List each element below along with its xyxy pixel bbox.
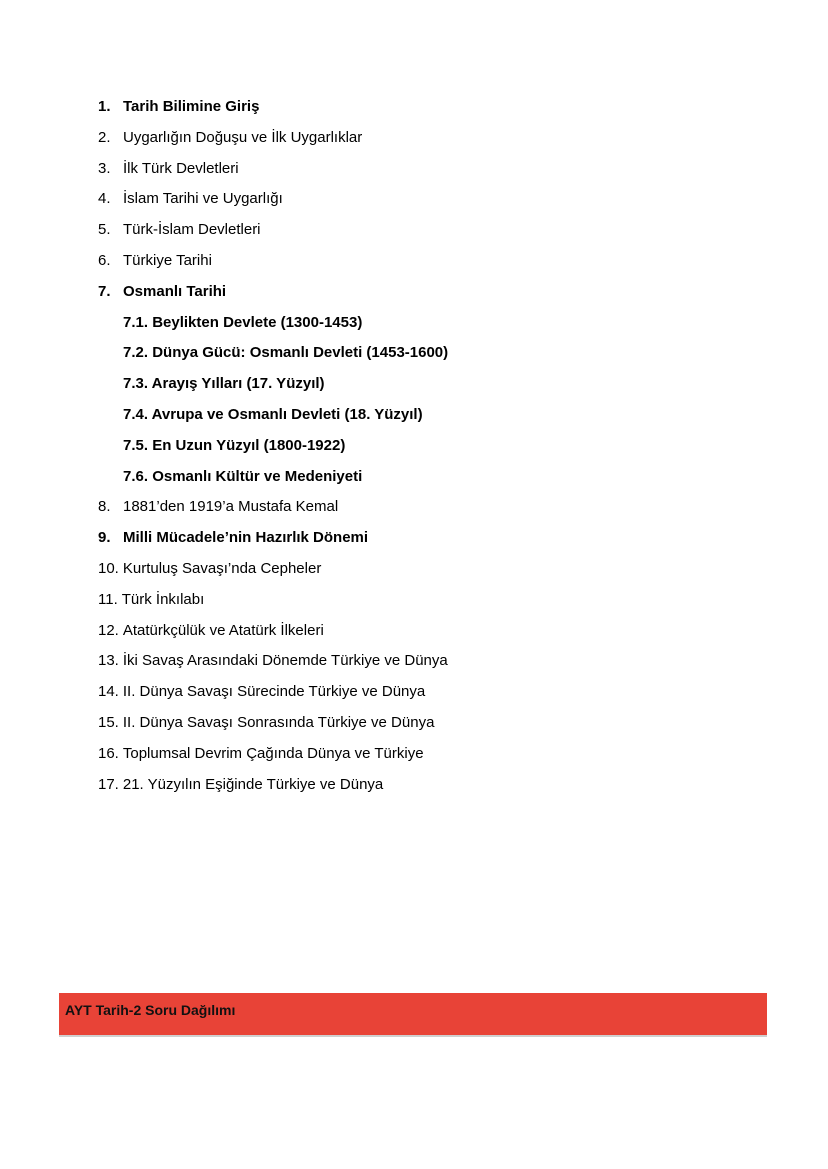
sub-list-item [98, 308, 758, 339]
list-item [98, 523, 758, 554]
sub-list-item [98, 369, 758, 400]
list-item [98, 184, 758, 215]
item-title: Türkiye Tarihi [123, 251, 212, 269]
item-number: 13. [98, 652, 119, 670]
list-item [98, 739, 758, 770]
item-title: Avrupa ve Osmanlı Devleti (18. Yüzyıl) [151, 405, 423, 423]
item-number: 14. [98, 683, 119, 701]
item-title: Atatürkçülük ve Atatürk İlkeleri [122, 621, 324, 639]
item-number: 7.3. [123, 375, 149, 393]
item-number: 7.2. [123, 344, 149, 362]
item-number: 2. [98, 128, 111, 146]
item-number: 8. [98, 498, 111, 516]
list-item [98, 277, 758, 308]
item-number: 7.4. [123, 405, 149, 423]
list-item [98, 677, 758, 708]
item-number: 10. [98, 559, 119, 577]
item-number: 9. [98, 529, 111, 547]
list-item [98, 246, 758, 277]
topic-list [98, 92, 758, 800]
list-item [98, 492, 758, 523]
sub-list-item [98, 400, 758, 431]
section-title: AYT Tarih-2 Soru Dağılımı [65, 1002, 236, 1018]
item-title: En Uzun Yüzyıl (1800-1922) [152, 436, 346, 454]
item-number: 5. [98, 221, 111, 239]
list-item [98, 708, 758, 739]
list-item [98, 123, 758, 154]
item-number: 7.1. [123, 313, 149, 331]
item-number: 11. [98, 590, 118, 608]
item-title: II. Dünya Savaşı Sonrasında Türkiye ve Dünya [122, 713, 435, 731]
item-number: 7. [98, 282, 111, 300]
sub-list-item [98, 338, 758, 369]
list-item [98, 554, 758, 585]
item-title: Osmanlı Kültür ve Medeniyeti [152, 467, 363, 485]
item-title: Tarih Bilimine Giriş [123, 98, 260, 115]
item-title: Dünya Gücü: Osmanlı Devleti (1453-1600) [152, 344, 449, 362]
item-title: Arayış Yılları (17. Yüzyıl) [151, 375, 325, 393]
item-number: 4. [98, 190, 111, 208]
item-title: Osmanlı Tarihi [123, 282, 227, 300]
list-item [98, 616, 758, 647]
item-number: 3. [98, 159, 111, 177]
item-title: Milli Mücadele’nin Hazırlık Dönemi [123, 529, 369, 547]
list-item [98, 646, 758, 677]
list-item [98, 92, 758, 123]
item-title: Türk İnkılabı [121, 590, 205, 608]
item-title: Beylikten Devlete (1300-1453) [152, 313, 363, 331]
item-number: 6. [98, 251, 111, 269]
item-number: 15. [98, 713, 119, 731]
list-item [98, 215, 758, 246]
list-item [98, 585, 758, 616]
item-title: Türk-İslam Devletleri [123, 221, 261, 239]
list-item [98, 770, 758, 801]
section-banner [59, 993, 767, 1037]
item-title: İlk Türk Devletleri [123, 159, 239, 177]
item-title: II. Dünya Savaşı Sürecinde Türkiye ve Dünya [122, 683, 426, 701]
list-item [98, 154, 758, 185]
item-number: 16. [98, 744, 119, 762]
item-title: 21. Yüzyılın Eşiğinde Türkiye ve Dünya [122, 775, 384, 793]
sub-list-item [98, 431, 758, 462]
item-number: 1. [98, 98, 111, 115]
item-number: 7.5. [123, 436, 149, 454]
item-title: İslam Tarihi ve Uygarlığı [123, 190, 283, 208]
item-number: 12. [98, 621, 119, 639]
item-title: Kurtuluş Savaşı’nda Cepheler [122, 559, 322, 577]
item-number: 17. [98, 775, 119, 793]
item-number: 7.6. [123, 467, 149, 485]
item-title: İki Savaş Arasındaki Dönemde Türkiye ve Dünya [122, 652, 448, 670]
item-title: Uygarlığın Doğuşu ve İlk Uygarlıklar [123, 128, 363, 146]
item-title: 1881’den 1919’a Mustafa Kemal [123, 498, 339, 516]
item-title: Toplumsal Devrim Çağında Dünya ve Türkiye [122, 744, 424, 762]
sub-list-item [98, 462, 758, 493]
